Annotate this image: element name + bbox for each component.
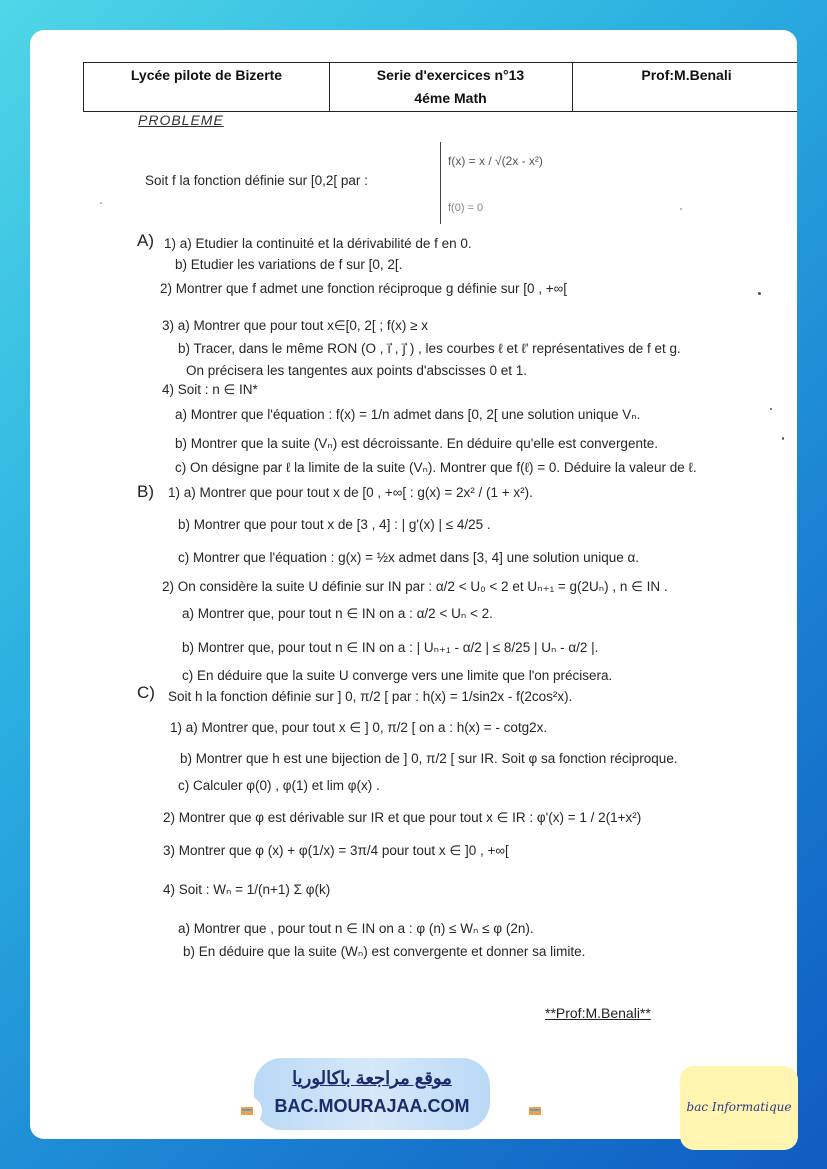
part-a-line: b) Montrer que la suite (Vₙ) est décroissante. En déduire qu'elle est convergente. <box>175 436 658 451</box>
site-url[interactable]: BAC.MOURAJAA.COM <box>274 1096 470 1116</box>
site-arabic-title: موقع مراجعة باكالوريا <box>292 1068 452 1088</box>
teacher-name: Prof:M.Benali <box>641 67 732 83</box>
part-a-line: a) Montrer que l'équation : f(x) = 1/n admet dans [0, 2[ une solution unique Vₙ. <box>175 407 641 422</box>
scan-speck <box>782 437 784 440</box>
part-a-line: 4) Soit : n ∈ IN* <box>162 382 258 397</box>
school-name: Lycée pilote de Bizerte <box>130 67 283 83</box>
part-b-line: b) Montrer que pour tout x de [3 , 4] : | g'(x) | ≤ 4/25 . <box>178 517 491 532</box>
part-b-line: c) En déduire que la suite U converge vers une limite que l'on précisera. <box>182 668 613 683</box>
signature-text: **Prof:M.Benali** <box>545 1005 651 1021</box>
part-c-line: Soit h la fonction définie sur ] 0, π/2 [ par : h(x) = 1/sin2x - f(2cos²x). <box>168 689 573 704</box>
part-c-line: 1) a) Montrer que, pour tout x ∈ ] 0, π/2 [ on a : h(x) = - cotg2x. <box>170 720 548 735</box>
part-c-line: c) Calculer φ(0) , φ(1) et lim φ(x) . <box>178 778 380 793</box>
part-a-line: 3) a) Montrer que pour tout x∈[0, 2[ ; f(x) ≥ x <box>162 318 429 333</box>
part-b-line: b) Montrer que, pour tout n ∈ IN on a : | Uₙ₊₁ - α/2 | ≤ 8/25 | Uₙ - α/2 |. <box>182 640 599 655</box>
signature <box>545 1005 651 1021</box>
book-icon <box>232 1096 262 1126</box>
part-a-label: A) <box>137 231 154 250</box>
book-icon <box>520 1096 550 1126</box>
part-a-line: b) Etudier les variations de f sur [0, 2[. <box>175 257 403 272</box>
stamp-text: bac Informatique <box>686 1100 792 1114</box>
series-title: Serie d'exercices n°13 <box>376 67 525 83</box>
part-c-line: 2) Montrer que φ est dérivable sur IR et que pour tout x ∈ IR : φ'(x) = 1 / 2(1+x²) <box>163 810 642 825</box>
definition-case-2: f(0) = 0 <box>448 202 484 214</box>
part-a-line: 1) a) Etudier la continuité et la dérivabilité de f en 0. <box>164 236 472 251</box>
part-a-line: b) Tracer, dans le même RON (O , i⃗ , j⃗ ) , les courbes ℓ et ℓ' représentatives de f et g. <box>178 341 681 356</box>
bac-informatique-stamp <box>680 1066 798 1150</box>
part-a-line: 2) Montrer que f admet une fonction réciproque g définie sur [0 , +∞[ <box>160 281 567 296</box>
part-c-line: 3) Montrer que φ (x) + φ(1/x) = 3π/4 pour tout x ∈ ]0 , +∞[ <box>163 843 509 858</box>
definition-intro: Soit f la fonction définie sur [0,2[ par : <box>145 173 368 188</box>
problem-title: PROBLEME <box>138 112 224 128</box>
site-banner[interactable] <box>254 1058 490 1130</box>
part-b-label: B) <box>137 482 154 501</box>
part-c-line: 4) Soit : Wₙ = 1/(n+1) Σ φ(k) <box>163 882 331 897</box>
scan-speck <box>680 208 682 210</box>
logo-bubble-right <box>520 1096 550 1126</box>
logo-bubble-left <box>232 1096 262 1126</box>
scan-speck <box>758 292 761 295</box>
class-level: 4éme Math <box>414 90 487 106</box>
definition-brace <box>440 142 441 224</box>
part-b-line: a) Montrer que, pour tout n ∈ IN on a : α/2 < Uₙ < 2. <box>182 606 493 621</box>
definition-case-1: f(x) = x / √(2x - x²) <box>448 154 543 168</box>
part-a-line: c) On désigne par ℓ la limite de la suite (Vₙ). Montrer que f(ℓ) = 0. Déduire la valeur de ℓ. <box>175 460 697 475</box>
part-b-line: 2) On considère la suite U définie sur IN par : α/2 < U₀ < 2 et Uₙ₊₁ = g(2Uₙ) , n ∈ IN . <box>162 579 668 594</box>
part-c-line: b) Montrer que h est une bijection de ] 0, π/2 [ sur IR. Soit φ sa fonction réciproque. <box>180 751 678 766</box>
part-b-line: c) Montrer que l'équation : g(x) = ½x admet dans [3, 4] une solution unique α. <box>178 550 640 565</box>
part-c-label: C) <box>137 683 155 702</box>
document-page <box>30 30 797 1139</box>
part-b-line: 1) a) Montrer que pour tout x de [0 , +∞[ : g(x) = 2x² / (1 + x²). <box>168 485 533 500</box>
header-table <box>83 62 797 112</box>
part-c-line: b) En déduire que la suite (Wₙ) est convergente et donner sa limite. <box>183 944 586 959</box>
scan-speck <box>770 408 772 410</box>
part-c-line: a) Montrer que , pour tout n ∈ IN on a : φ (n) ≤ Wₙ ≤ φ (2n). <box>178 921 534 936</box>
part-a-line: On précisera les tangentes aux points d'abscisses 0 et 1. <box>186 363 528 378</box>
scan-speck <box>100 202 102 204</box>
